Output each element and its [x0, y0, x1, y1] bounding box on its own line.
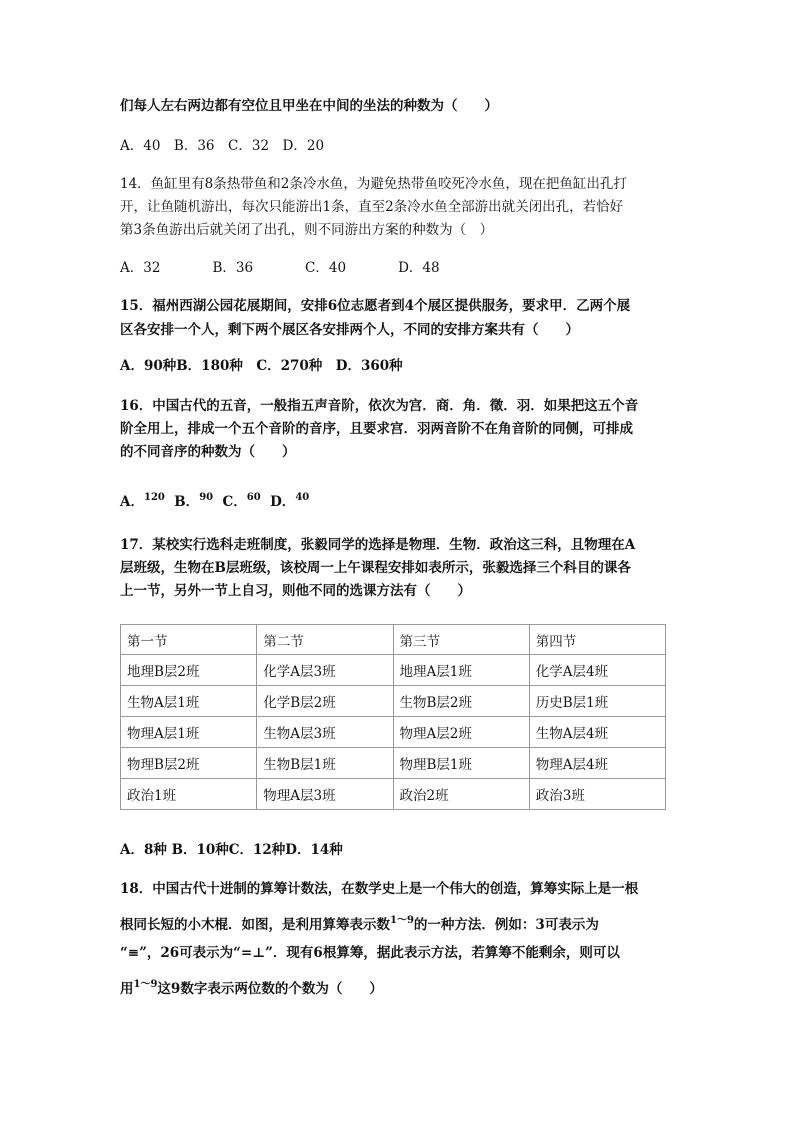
table-cell: 生物A层1班: [121, 686, 257, 717]
q18-stem-line4: [120, 975, 383, 999]
table-cell: 政治2班: [393, 779, 529, 810]
table-cell: 物理A层3班: [257, 779, 393, 810]
table-cell: 历史B层1班: [529, 686, 665, 717]
q18-stem-line1: 18．中国古代十进制的算筹计数法，在数学史上是一个伟大的创造，算筹实际上是一根: [120, 881, 639, 897]
table-cell: 生物A层4班: [529, 717, 665, 748]
q16-option-a-value: 120: [143, 492, 165, 503]
table-row: [121, 717, 666, 748]
q16-option-d-value: 40: [295, 492, 310, 503]
q18-stem-line3: “≡”，26可表示为“=⊥”．现有6根算筹，据此表示方法，若算筹不能剩余，则可以: [120, 945, 620, 961]
q15-options: A．90种B．180种 C．270种 D．360种: [120, 358, 403, 374]
table-cell: 政治1班: [121, 779, 257, 810]
table-cell: 化学A层4班: [529, 655, 665, 686]
q14-option-a: A．32: [120, 260, 161, 276]
table-header-row: [121, 625, 666, 655]
table-cell: 地理A层1班: [393, 655, 529, 686]
q18-line2-text-a: 根同长短的小木棍．如图，是利用算筹表示数: [120, 917, 390, 933]
q16-option-c-value: 60: [246, 492, 261, 503]
table-cell: 化学B层2班: [257, 686, 393, 717]
q16-stem-line2: 阶全用上，排成一个五个音阶的音序，且要求宫．羽两音阶不在角音阶的同侧，可排成: [120, 421, 633, 437]
table-cell: 物理A层1班: [121, 717, 257, 748]
table-header-cell: 第二节: [257, 625, 393, 655]
q14-options: [120, 258, 440, 278]
q16-option-c-label: C．: [222, 494, 247, 510]
table-header-cell: 第四节: [529, 625, 665, 655]
table-cell: 生物B层1班: [257, 748, 393, 779]
q17-stem-line3: 上一节，另外一节上自习，则他不同的选课方法有（ ）: [120, 583, 471, 599]
q17-options: A．8种 B．10种C．12种D．14种: [120, 842, 343, 858]
q13-options: A．40 B．36 C．32 D．20: [120, 138, 325, 154]
q16-stem-line1: 16．中国古代的五音，一般指五声音阶，依次为宫．商．角．徵．羽．如果把这五个音: [120, 398, 639, 414]
table-cell: 物理B层1班: [393, 748, 529, 779]
table-row: [121, 655, 666, 686]
q13-stem-tail: 们每人左右两边都有空位且甲坐在中间的坐法的种数为（ ）: [120, 98, 498, 114]
q15-stem-line2: 区各安排一个人，剩下两个展区各安排两个人，不同的安排方案共有（ ）: [120, 322, 579, 338]
q14-option-b: B．36: [212, 260, 254, 276]
table-cell: 生物B层2班: [393, 686, 529, 717]
table-cell: 物理A层2班: [393, 717, 529, 748]
q16-option-b-value: 90: [199, 492, 214, 503]
q14-option-d: D．48: [398, 260, 440, 276]
q16-option-d-label: D．: [270, 494, 296, 510]
table-cell: 生物A层3班: [257, 717, 393, 748]
q16-options: [120, 488, 309, 512]
table-cell: 政治3班: [529, 779, 665, 810]
q15-stem-line1: 15．福州西湖公园花展期间，安排6位志愿者到4个展区提供服务，要求甲．乙两个展: [120, 298, 631, 314]
q18-line2-text-b: 的一种方法．例如：3可表示为: [413, 917, 599, 933]
q18-line4-range: 1～9: [133, 979, 158, 990]
table-header-cell: 第一节: [121, 625, 257, 655]
table-cell: 化学A层3班: [257, 655, 393, 686]
q18-line4-text-a: 用: [120, 981, 134, 997]
table-cell: 物理B层2班: [121, 748, 257, 779]
table-cell: 物理A层4班: [529, 748, 665, 779]
q18-stem-line2: [120, 911, 599, 935]
q14-stem-line2: 开，让鱼随机游出，每次只能游出1条，直至2条冷水鱼全部游出就关闭出孔，若恰好: [120, 199, 624, 215]
table-header-cell: 第三节: [393, 625, 529, 655]
table-row: [121, 779, 666, 810]
q18-line2-range: 1～9: [390, 915, 414, 926]
q16-option-b-label: B．: [174, 494, 200, 510]
q14-option-c: C．40: [305, 260, 347, 276]
q17-stem-line1: 17．某校实行选科走班制度，张毅同学的选择是物理．生物．政治这三科，且物理在A: [120, 537, 636, 553]
q14-stem-line1: 14．鱼缸里有8条热带鱼和2条冷水鱼，为避免热带鱼咬死冷水鱼，现在把鱼缸出孔打: [120, 176, 627, 192]
q17-stem-line2: 层班级，生物在B层班级，该校周一上午课程安排如表所示，张毅选择三个科目的课各: [120, 560, 631, 576]
q16-option-a-label: A．: [120, 494, 144, 510]
q14-stem-line3: 第3条鱼游出后就关闭了出孔，则不同游出方案的种数为（ ）: [120, 222, 494, 238]
schedule-table: [120, 624, 666, 810]
q16-stem-line3: 的不同音序的种数为（ ）: [120, 444, 296, 460]
table-row: [121, 748, 666, 779]
q18-line4-text-b: 这9数字表示两位数的个数为（ ）: [157, 981, 383, 997]
table-cell: 地理B层2班: [121, 655, 257, 686]
table-row: [121, 686, 666, 717]
